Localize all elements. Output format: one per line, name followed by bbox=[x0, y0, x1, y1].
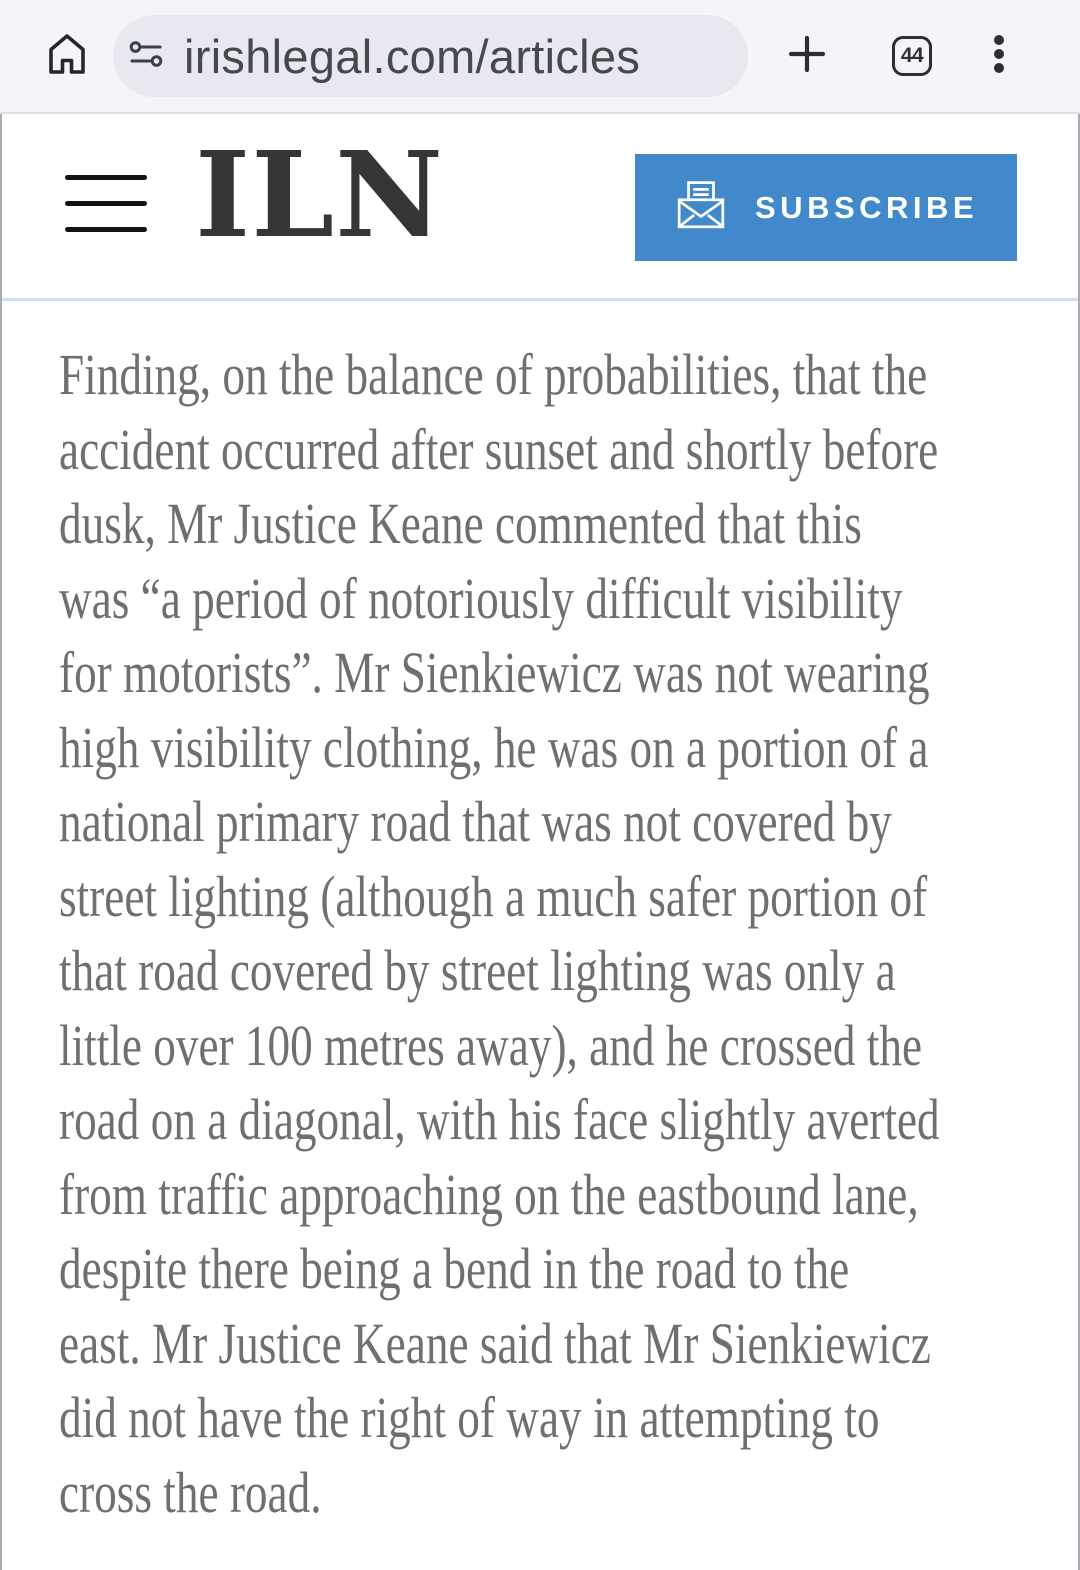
paragraph-line: that road covered by street lighting was only a bbox=[59, 938, 896, 1003]
paragraph-line: high visibility clothing, he was on a portion of a bbox=[59, 714, 929, 780]
tab-switcher-button[interactable] bbox=[892, 36, 932, 76]
paragraph-line: little over 100 metres away), and he crossed the bbox=[59, 1012, 923, 1078]
site-header bbox=[2, 114, 1078, 298]
envelope-icon bbox=[675, 179, 727, 236]
home-button[interactable] bbox=[44, 33, 90, 79]
page-content bbox=[0, 114, 1080, 1570]
site-logo[interactable]: ILN bbox=[195, 125, 445, 264]
url-text: irishlegal.com/articles bbox=[184, 29, 641, 83]
new-tab-button[interactable] bbox=[784, 33, 830, 79]
menu-toggle-button[interactable] bbox=[65, 175, 147, 232]
browser-chrome-bar bbox=[0, 0, 1080, 114]
paragraph-line: was “a period of notoriously difficult visibility bbox=[59, 565, 903, 631]
paragraph-line: accident occurred after sunset and shortly before bbox=[59, 416, 939, 482]
paragraph-line: national primary road that was not covered by bbox=[59, 789, 892, 854]
plus-icon bbox=[784, 31, 830, 82]
paragraph-line: east. Mr Justice Keane said that Mr Sienkiewicz bbox=[59, 1310, 931, 1376]
subscribe-button[interactable] bbox=[635, 154, 1017, 261]
paragraph-line: Finding, on the balance of probabilities, that the bbox=[59, 342, 928, 407]
paragraph-line: for motorists”. Mr Sienkiewicz was not wearing bbox=[59, 640, 930, 705]
home-icon bbox=[44, 31, 90, 82]
paragraph-line: despite there being a bend in the road to the bbox=[59, 1236, 850, 1301]
paragraph-line: dusk, Mr Justice Keane commented that this bbox=[59, 491, 862, 556]
browser-menu-button[interactable] bbox=[992, 36, 1006, 76]
subscribe-label: SUBSCRIBE bbox=[755, 189, 979, 225]
tab-count-badge: 44 bbox=[900, 44, 924, 67]
hamburger-icon bbox=[65, 175, 147, 180]
site-info-icon[interactable] bbox=[129, 40, 163, 73]
address-bar[interactable] bbox=[113, 15, 748, 97]
paragraph-line: did not have the right of way in attempting to bbox=[59, 1385, 880, 1450]
paragraph-line: street lighting (although a much safer portion of bbox=[59, 863, 928, 929]
article-body bbox=[2, 301, 1078, 1530]
paragraph-line: road on a diagonal, with his face slightly averted bbox=[59, 1087, 940, 1152]
paragraph-line: from traffic approaching on the eastbound lane, bbox=[59, 1161, 919, 1227]
kebab-menu-icon bbox=[993, 35, 1005, 78]
paragraph-line: cross the road. bbox=[59, 1459, 322, 1525]
